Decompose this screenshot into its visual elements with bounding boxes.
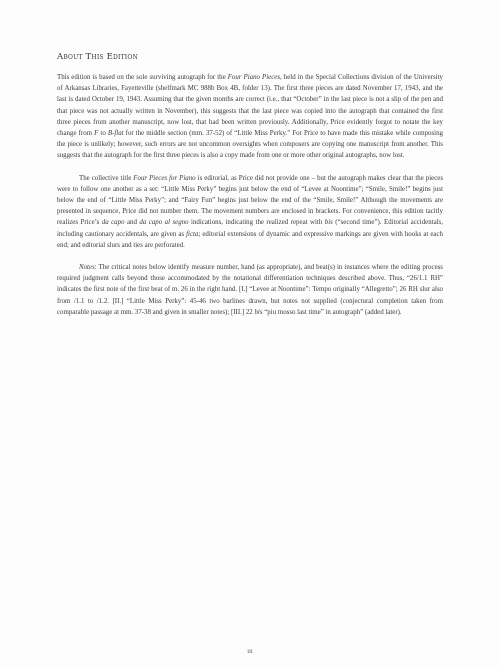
paragraph-3 <box>57 262 443 318</box>
text-run: , held in the Special Collections division of the University of Arkansas Libraries, Fayetteville (shelfmark MC 988b Box 4B, folder 13). The first three pieces are dated November 17, 1943, and the last is dated October 19, 1943. Assuming that the given months are correct (i.e., that “October” in the last piece is not a slip of the pen and that piece was not actually written in November), this suggests that the last piece was copied into the autograph that contained the first three pieces from another manuscript, now lost, that had been written previously. Additionally, Price evidently forgot to notate the key change from <box>57 74 443 138</box>
paragraph-2 <box>57 173 443 251</box>
text-run: This edition is based on the sole surviving autograph for the <box>57 74 228 81</box>
text-run: is editorial, as Price did not provide one – but the autograph makes clear that the pieces were to follow one another as a set: “Little Miss Perky” begins just below the end of “Levee at Noontime”; “Smile, Smile!” begins just below the end of “Little Miss Perky”; and “Fairy Fun” begins just below the end of the “Smile, Smile!” Although the movements are presented in sequence, Price did not number them. The movement numbers are enclosed in brackets. For convenience, this edition tacitly realizes Price’s <box>57 174 444 227</box>
body-text <box>57 72 443 329</box>
italic-run: bis <box>254 308 263 316</box>
italic-run: Notes <box>79 264 95 272</box>
italic-run: da capo <box>101 219 125 227</box>
section-heading: About This Edition <box>57 52 138 62</box>
italic-run: da capo al segno <box>139 219 189 227</box>
text-run: The collective title <box>79 174 134 182</box>
italic-run: bis <box>324 219 333 227</box>
text-run: “piu mosso last time” in autograph” (added later). <box>262 308 402 316</box>
italic-run: Four Pieces for Piano <box>133 174 196 182</box>
text-run: and <box>124 219 140 227</box>
text-run: : The critical notes below identify measure number, hand (as appropriate), and beat(s) in instances where the editing process required judgment calls beyond those accommodated by the notational differentiation techniques described above. Thus, “26/1.1 RH” indicates the first note of the first beat of m. 26 in the right hand. [I.] “Levee at Noontime”: Tempo originally “Allegretto”; 26 RH slur also from /1.1 to /1.2. [II.] “Little Miss Perky”: 45-46 two barlines drawn, but notes not supplied (conjectural completion taken from comparable passage at mm. 37-38 and given in smaller notes); [III.] 22 <box>57 264 443 316</box>
italic-run: B-flat <box>107 130 124 138</box>
text-run: indications, indicating the realized repeat with <box>188 219 325 227</box>
italic-run: F <box>94 130 99 138</box>
text-run: (“second time”). Editorial accidentals, including cautionary accidentals, are given as <box>57 219 443 238</box>
paragraph-1 <box>57 72 443 162</box>
page-number: iii <box>247 648 253 655</box>
text-run: ; editorial extensions of dynamic and expressive markings are given with hooks at each end; and editorial slurs and ties are perforated. <box>57 230 443 249</box>
italic-run: Four Piano Pieces <box>227 74 281 81</box>
text-run: to <box>98 130 108 138</box>
text-run: for the middle section (mm. 37-52) of “Little Miss Perky.” For Price to have made this mistake while composing the piece is unlikely; however, such errors are not uncommon oversights when composers are copying one manuscript from another. This suggests that the autograph for the first three pieces is also a copy made from one or more other original autographs, now lost. <box>57 130 443 160</box>
italic-run: ficta <box>186 230 199 238</box>
